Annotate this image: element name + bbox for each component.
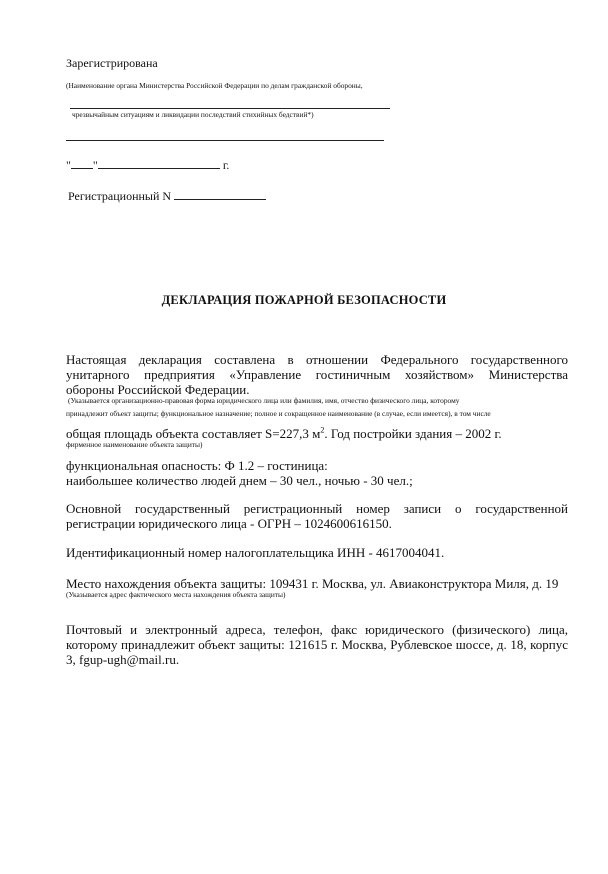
postal-line-2: которому принадлежит объект защиты: 121615 г. Москва, Рублевское шоссе, д. 18, корпус [66, 637, 568, 652]
org-caption-line-2: принадлежит объект защиты; функциональное назначение; полное и сокращенное наименование (в случае, если имеется), в том числе [66, 409, 491, 418]
ogrn-line-1: Основной государственный регистрационный номер записи о государственной [66, 501, 568, 516]
authority-name-line [66, 140, 384, 141]
area-superscript: 2 [320, 425, 325, 435]
authority-caption-line-2: чрезвычайным ситуациям и ликвидации последствий стихийных бедствий*) [72, 110, 314, 119]
org-caption-line-1: (Указывается организационно-правовая форма юридического лица или фамилия, имя, отчество физического лица, которому [68, 396, 460, 405]
area-year-text: . Год постройки здания – 2002 г. [324, 426, 502, 441]
postal-line-3: 3, fgup-ugh@mail.ru. [66, 652, 180, 667]
brand-caption: фирменное наименование объекта защиты) [66, 440, 203, 449]
date-quote-close: " [92, 158, 98, 172]
date-day-blank [71, 157, 93, 169]
postal-line-1: Почтовый и электронный адреса, телефон, факс юридического (физического) лица, [66, 622, 568, 637]
max-people: наибольшее количество людей днем – 30 чел., ночью - 30 чел.; [66, 473, 413, 488]
date-quote-open: " [66, 158, 71, 172]
location-caption: (Указывается адрес фактического места нахождения объекта защиты) [66, 590, 286, 599]
functional-hazard: функциональная опасность: Ф 1.2 – гостиница: [66, 458, 328, 473]
authority-caption-line-1: (Наименование органа Министерства Российской Федерации по делам гражданской обороны, [66, 81, 363, 90]
area-text: общая площадь объекта составляет S=227,3 м [66, 426, 321, 441]
object-paragraph-line-2: унитарного предприятия «Управление гостиничным хозяйством» Министерства [66, 367, 568, 382]
reg-number-blank [174, 188, 266, 200]
document-title: ДЕКЛАРАЦИЯ ПОЖАРНОЙ БЕЗОПАСНОСТИ [161, 293, 447, 307]
object-paragraph-line-1: Настоящая декларация составлена в отношении Федерального государственного [66, 352, 568, 367]
inn-line: Идентификационный номер налогоплательщика ИНН - 4617004041. [66, 545, 445, 560]
location-line: Место нахождения объекта защиты: 109431 г. Москва, ул. Авиаконструктора Миля, д. 19 [66, 576, 559, 591]
object-paragraph-line-3: обороны Российской Федерации. [66, 382, 250, 397]
registration-date [66, 157, 229, 173]
registered-label: Зарегистрирована [66, 56, 158, 70]
registration-number [68, 188, 266, 204]
date-month-blank [98, 157, 220, 169]
reg-number-label: Регистрационный N [68, 189, 172, 203]
authority-underline [70, 108, 390, 109]
date-year-suffix: г. [222, 158, 230, 172]
ogrn-line-2: регистрации юридического лица - ОГРН – 1024600616150. [66, 516, 392, 531]
